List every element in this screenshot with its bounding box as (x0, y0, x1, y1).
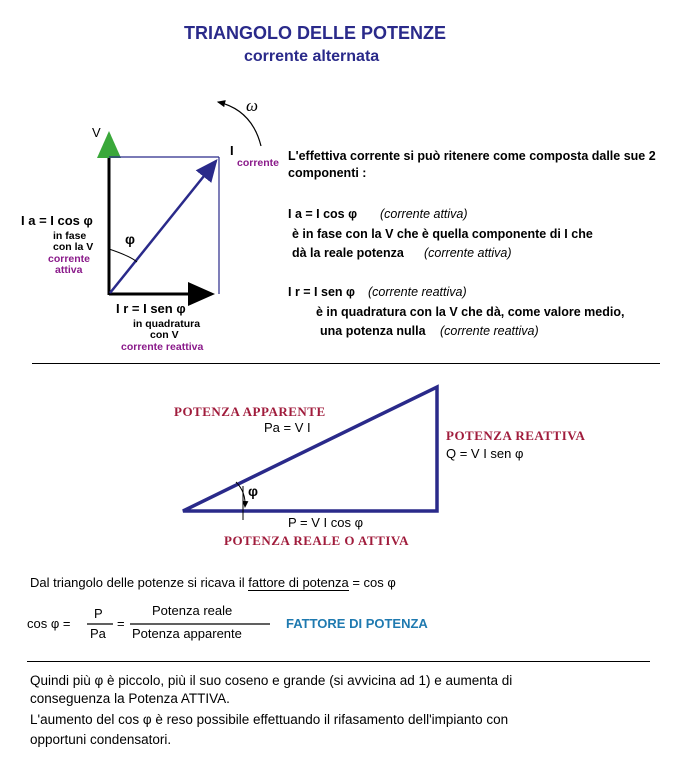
ia-desc-1: è in fase con la V che è quella componente di I che (292, 227, 593, 241)
apparent-power-label: POTENZA APPARENTE (174, 404, 326, 419)
ir-tag: (corrente reattiva) (368, 285, 467, 299)
ia-note-1: in fase (53, 230, 87, 242)
pf-num-2: Potenza reale (152, 603, 233, 618)
power-factor-term: fattore di potenza (248, 575, 349, 590)
ir-line: I r = I sen φ (288, 285, 355, 299)
intro-line-2: componenti : (288, 166, 367, 180)
conclusion-line-4: opportuni condensatori. (30, 732, 172, 747)
pf-label: FATTORE DI POTENZA (286, 616, 428, 631)
conclusion-line-2: conseguenza la Potenza ATTIVA. (30, 691, 230, 706)
reactive-power-label: POTENZA REATTIVA (446, 428, 586, 443)
conclusion-line-1: Quindi più φ è piccolo, più il suo coseno e grande (si avvicina ad 1) e aumenta di (30, 673, 513, 688)
power-factor-sentence (30, 575, 396, 590)
vector-diagram (109, 102, 261, 295)
conclusion-line-3: L'aumento del cos φ è reso possibile effettuando il rifasamento dell'impianto con (30, 712, 509, 727)
ia-caption-1: corrente (48, 253, 91, 265)
reactive-power-formula: Q = V I sen φ (446, 446, 524, 461)
ir-note-2: con V (150, 329, 179, 341)
pf-num-1: P (94, 606, 103, 621)
intro-line-1: L'effettiva corrente si può ritenere come composta dalle sue 2 (288, 149, 656, 163)
pf-eq: = (117, 616, 125, 631)
pf-den-2: Potenza apparente (132, 626, 242, 641)
ia-tag: (corrente attiva) (380, 207, 468, 221)
ia-caption-2: attiva (55, 264, 83, 276)
v-label: V (92, 125, 101, 140)
apparent-power-formula: Pa = V I (264, 420, 311, 435)
triangle-phi-label: φ (248, 483, 259, 499)
pf-den-1: Pa (90, 626, 106, 641)
ir-formula: I r = I sen φ (116, 301, 186, 316)
power-factor-prefix: Dal triangolo delle potenze si ricava il (30, 575, 245, 590)
ia-line: I a = I cos φ (288, 207, 358, 221)
ia-desc-2-tag: (corrente attiva) (424, 246, 512, 260)
separator-1 (32, 363, 660, 364)
separator-2 (27, 661, 650, 662)
active-power-formula: P = V I cos φ (288, 515, 364, 530)
ia-formula: I a = I cos φ (21, 213, 93, 228)
ir-note-1: in quadratura (133, 318, 201, 330)
ir-desc-1: è in quadratura con la V che dà, come valore medio, (316, 305, 625, 319)
pf-lhs: cos φ = (27, 616, 71, 631)
page-title: TRIANGOLO DELLE POTENZE (184, 23, 447, 43)
ia-note-2: con la V (53, 241, 94, 253)
page-subtitle: corrente alternata (244, 48, 380, 65)
omega-label: ω (246, 96, 259, 115)
active-power-label: POTENZA REALE O ATTIVA (224, 533, 409, 548)
power-factor-suffix: = cos φ (352, 575, 396, 590)
phi-arc (109, 249, 137, 262)
i-label: I (230, 143, 234, 158)
ir-caption: corrente reattiva (121, 341, 204, 353)
i-vector (110, 161, 216, 293)
ia-desc-2: dà la reale potenza (292, 246, 404, 260)
i-caption: corrente (237, 157, 280, 169)
ir-desc-2: una potenza nulla (320, 324, 426, 338)
phi-label: φ (125, 231, 136, 247)
ir-desc-2-tag: (corrente reattiva) (440, 324, 539, 338)
